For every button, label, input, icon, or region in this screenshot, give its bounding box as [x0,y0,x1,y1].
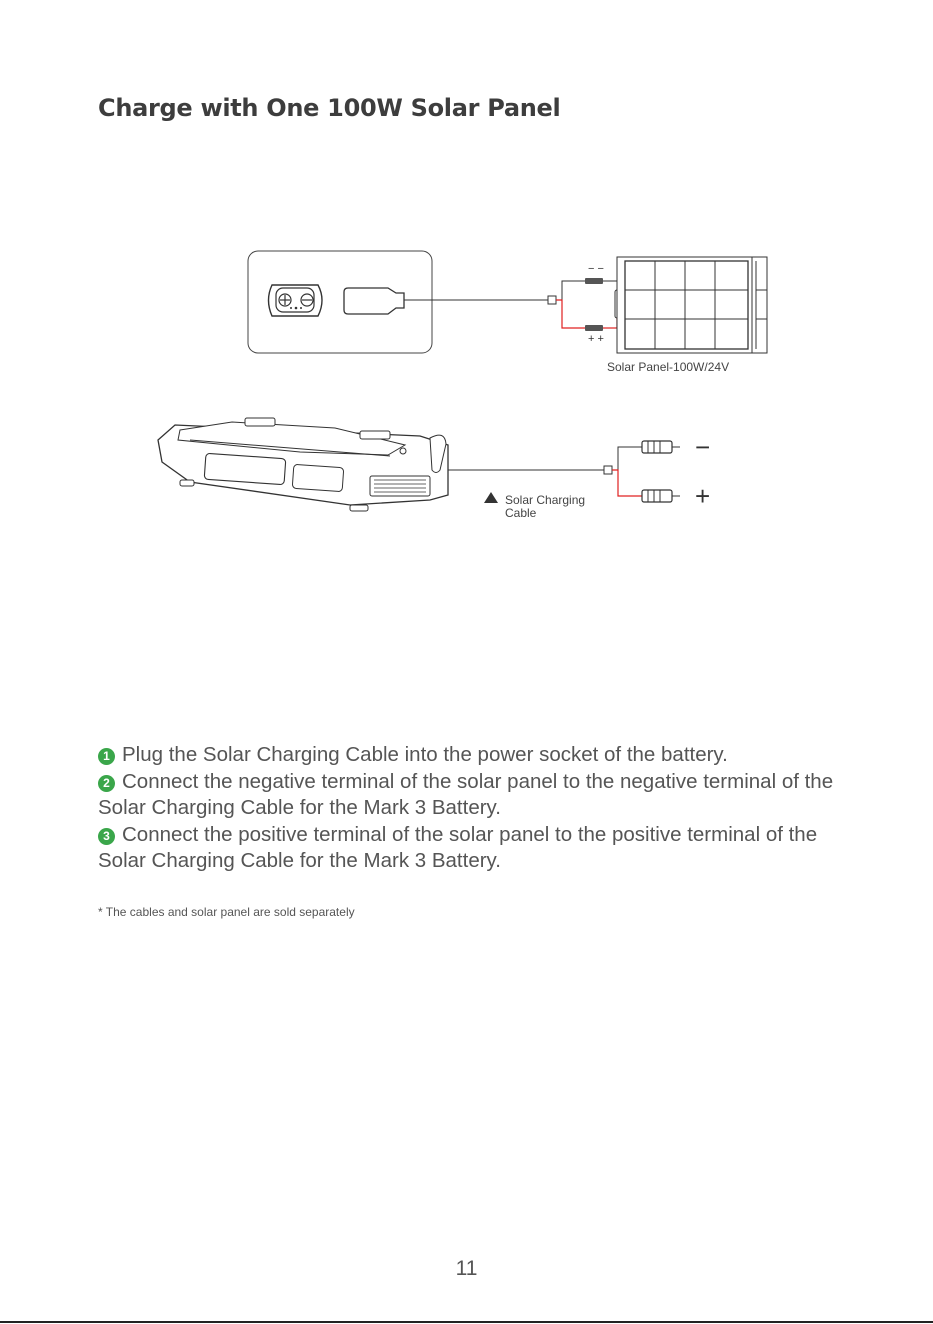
cable-junction [548,296,556,304]
bottom-rule [0,1321,933,1323]
battery-icon [158,418,448,511]
cable-label-line1: Solar Charging [505,493,586,507]
battery-socket-icon [269,285,323,316]
solar-panel-icon [617,257,767,353]
panel-minus-marks: − − [588,263,604,275]
instruction-steps [98,742,858,875]
panel-negative-connector [585,278,617,284]
positive-sign: + [695,481,711,511]
panel-positive-connector [585,325,617,331]
step-1 [98,742,858,769]
footnote: * The cables and solar panel are sold separately [98,905,355,919]
solar-panel-label: Solar Panel-100W/24V [607,360,730,374]
step-text: Connect the negative terminal of the solar panel to the negative terminal of the Solar Charging Cable for the Mark 3 Battery. [98,769,834,819]
cable-positive-connector [642,490,680,502]
page-title: Charge with One 100W Solar Panel [98,94,561,122]
step-2 [98,769,858,822]
page-number: 11 [455,1257,478,1280]
cable-label-line2: Cable [505,506,537,520]
step-text: Plug the Solar Charging Cable into the power socket of the battery. [122,743,728,766]
negative-sign: − [695,432,711,462]
step-text: Connect the positive terminal of the solar panel to the positive terminal of the Solar Charging Cable for the Mark 3 Battery. [98,822,818,872]
output-cable-junction [604,466,612,474]
socket-callout [248,251,432,353]
step-number-icon: 1 [98,748,115,765]
step-number-icon: 3 [98,828,115,845]
cable-negative-connector [642,441,680,453]
step-3 [98,822,858,875]
step-number-icon: 2 [98,775,115,792]
connection-diagram [0,240,933,530]
panel-plus-marks: + + [588,333,604,345]
triangle-marker-icon [484,492,498,503]
